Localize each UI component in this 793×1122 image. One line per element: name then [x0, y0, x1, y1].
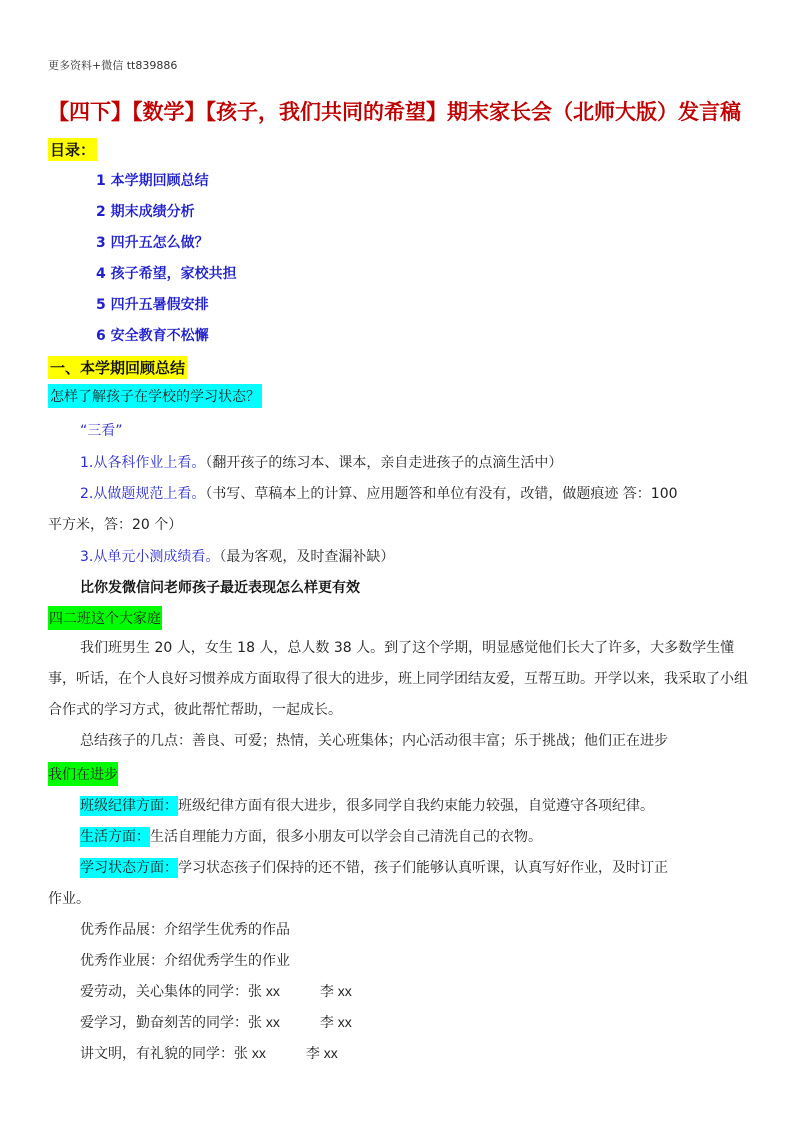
- toc-item[interactable]: 4 孩子希望，家校共担: [96, 266, 237, 282]
- award-name: 李 xx: [319, 1014, 352, 1030]
- aspect-item: [80, 857, 668, 877]
- aspect-text: 学习状态孩子们保持的还不错，孩子们能够认真听课，认真写好作业，及时订正: [178, 860, 668, 876]
- aspect-text: 生活自理能力方面，很多小朋友可以学会自己清洗自己的衣物。: [150, 829, 542, 845]
- look-item: [80, 546, 394, 566]
- award-label: 爱劳动，关心集体的同学：: [80, 984, 248, 1000]
- toc-item[interactable]: 5 四升五暑假安排: [96, 297, 209, 313]
- showcase-item: 优秀作业展：介绍优秀学生的作业: [80, 953, 290, 969]
- award-item: [80, 1012, 352, 1032]
- award-label: 讲文明，有礼貌的同学：: [80, 1046, 234, 1062]
- toc-item[interactable]: 1 本学期回顾总结: [96, 173, 209, 189]
- section-heading: 一、本学期回顾总结: [48, 356, 187, 379]
- aspect-label: 生活方面：: [80, 829, 150, 845]
- look-detail-continued: 平方米，答：20 个）: [48, 517, 183, 533]
- look-detail: （最为客观，及时查漏补缺）: [219, 549, 395, 565]
- toc-item[interactable]: 6 安全教育不松懈: [96, 328, 209, 344]
- aspect-text-continued: 作业。: [48, 891, 90, 907]
- look-item: [80, 452, 562, 472]
- three-looks-label: “三看”: [80, 423, 123, 439]
- class-paragraph: 我们班男生 20 人，女生 18 人，总人数 38 人。到了这个学期，明显感觉他们长大了许多，大多数学生懂事，听话，在个人良好习惯养成方面取得了很大的进步，班上同学团结友爱，互帮互助。开学以来，我采取了小组合作式的学习方式，彼此帮忙帮助，一起成长。: [48, 640, 748, 718]
- award-name: 李 xx: [305, 1045, 338, 1061]
- toc-item[interactable]: 3 四升五怎么做？: [96, 235, 209, 251]
- summary-paragraph: 总结孩子的几点：善良、可爱；热情，关心班集体；内心活动很丰富；乐于挑战；他们正在进步: [80, 733, 668, 749]
- award-item: [80, 981, 352, 1001]
- award-name: 李 xx: [319, 983, 352, 999]
- look-lead: 3.从单元小测成绩看。: [80, 549, 220, 565]
- aspect-item: [80, 795, 654, 815]
- award-name: 张 xx: [248, 1014, 280, 1030]
- aspect-label: 班级纪律方面：: [80, 798, 178, 814]
- look-lead: 2.从做题规范上看。: [80, 486, 206, 502]
- aspect-label: 学习状态方面：: [80, 860, 178, 876]
- award-label: 爱学习，勤奋刻苦的同学：: [80, 1015, 248, 1031]
- aspect-item: [80, 826, 542, 846]
- showcase-item: 优秀作品展：介绍学生优秀的作品: [80, 922, 290, 938]
- look-item: [80, 483, 678, 503]
- award-name: 张 xx: [234, 1045, 266, 1061]
- toc-item[interactable]: 2 期末成绩分析: [96, 204, 195, 220]
- aspect-text: 班级纪律方面有很大进步，很多同学自我约束能力较强，自觉遵守各项纪律。: [178, 798, 654, 814]
- question-heading: 怎样了解孩子在学校的学习状态？: [48, 384, 262, 408]
- tip-text: 比你发微信问老师孩子最近表现怎么样更有效: [80, 580, 360, 596]
- award-name: 张 xx: [248, 983, 280, 999]
- look-lead: 1.从各科作业上看。: [80, 455, 206, 471]
- look-detail: （书写、草稿本上的计算、应用题答和单位有没有，改错，做题痕迹 答：100: [205, 486, 678, 502]
- header-note: 更多资料+微信 tt839886: [48, 59, 178, 72]
- progress-heading: 我们在进步: [48, 762, 118, 786]
- award-item: [80, 1043, 338, 1063]
- document-title: 【四下】【数学】【孩子，我们共同的希望】期末家长会（北师大版）发言稿: [48, 100, 741, 124]
- toc-label: 目录：: [48, 138, 97, 161]
- look-detail: （翻开孩子的练习本、课本，亲自走进孩子的点滴生活中）: [205, 455, 563, 471]
- class-heading: 四二班这个大家庭: [48, 606, 162, 630]
